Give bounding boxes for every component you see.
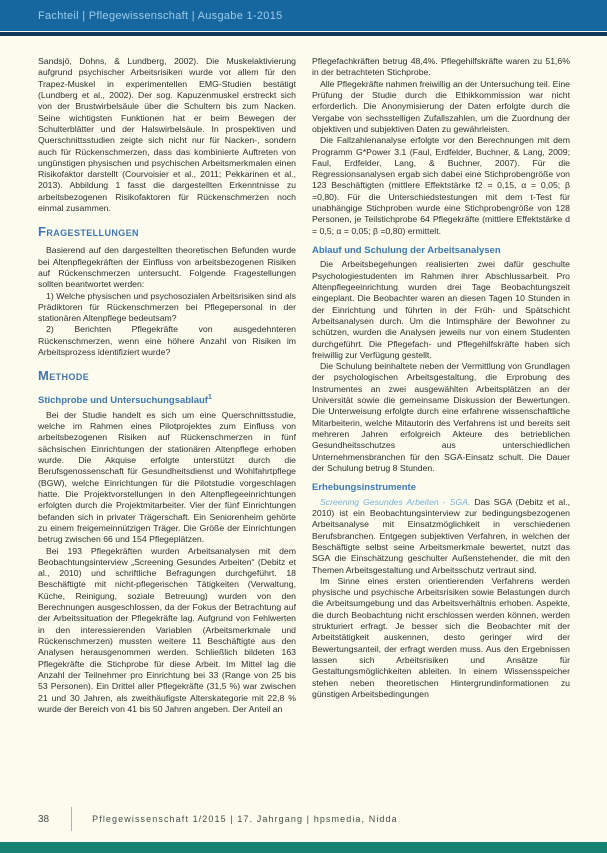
subsection-heading-stichprobe (38, 393, 296, 408)
page-number: 38 (38, 813, 50, 825)
footer-divider (71, 807, 72, 831)
paragraph: Die Fallzahlenanalyse erfolgte vor den Berechnungen mit dem Programm G*Power 3.1 (Faul, Erdfelder, Buchner, & Lang, 2009; Faul, Erdfelder, Lang, & Buchner, 2007). Für die Regressionsanalysen ergab sich dabei eine Stichprobengröße von 123 Beschäftigten (mittlere Effektstärke f2 = 0,15, α = 0,05; β =0,80). Für die Unterschiedstestungen mit dem t-Test für unabhängige Stichproben wurde eine Stichprobengröße von 128 Personen, je Teilstichprobe 64 Pflegekräfte (mittlere Effektstärke d = 0,5; α = 0,05; β =0,80) ermittelt. (312, 135, 570, 236)
paragraph: Bei der Studie handelt es sich um eine Querschnittsstudie, welche im Rahmen eines Pilotprojektes zum Einfluss von arbeitsbezogenen Risiken auf Rückenschmerzen in fünf sächsischen Einrichtungen der stationären Altenpflege erhoben wurde. Die Akquise erfolgte unterstützt durch die Berufsgenossenschaft für Gesundheitsdienst und Wohlfahrtpflege (BGW), welche Einrichtungen für die Pilotstudie vorgeschlagen hatte. Die Projektvorstellungen in den Altenpflegeeinrichtungen erfolgten durch die Projektmitarbeiter. Vier der fünf Einrichtungen befanden sich in privater Trägerschaft. Ein Seniorenheim gehörte zu einem freigemeinnützigen Träger. Die Größe der Einrichtungen betrug zwischen 66 und 154 Pflegeplätzen. (38, 409, 296, 545)
journal-info: Pflegewissenschaft 1/2015 | 17. Jahrgang | hpsmedia, Nidda (92, 814, 398, 824)
header-rule (0, 32, 607, 36)
breadcrumb: Fachteil | Pflegewissenschaft | Ausgabe 1-2015 (38, 9, 283, 22)
subsection-heading-erhebungsinstrumente: Erhebungsinstrumente (312, 482, 416, 494)
paragraph: Sandsjö, Dohns, & Lundberg, 2002). Die Muskelaktivierung aufgrund psychischer Arbeitsrisiken wurde vor allem für den Trapez-Muskel in experimentellen EMG-Studien bestätigt (Lundberg et al., 2002). Der sog. Kapuzenmuskel erstreckt sich von der Brustwirbelsäule über die Schultern bis zum Nacken. Seine wichtigsten Funktionen hat er beim Bewegen der Schulterblätter und der Halswirbelsäule. In prospektiven und Querschnittsstudien zeigte sich nicht nur für Nacken-, sondern auch für Rückenschmerzen, dass das kombinierte Auftreten von ungünstigen physischen und psychischen Arbeitsmerkmalen einen Risikofaktor darstellt (Courvoisier et al., 2011; Pekkarinen et al., 2013). Abbildung 1 fasst die dargestellten Erkenntnisse zu arbeitsbezogenen Risikofaktoren für Rückenschmerzen noch einmal zusammen. (38, 56, 296, 214)
paragraph: Die Arbeitsbegehungen realisierten zwei dafür geschulte Psychologiestudenten im Rahmen ihrer Abschlussarbeit. Pro Altenpflegeeinrichtung wurden drei Tage Beobachtungszeit eingeplant. Die Beobachter waren an diesen Tagen 10 Stunden in der Einrichtung und führten in der Früh- und Spätschicht Arbeitsanalysen durch. Um die Intimsphäre der Bewohner zu schützen, wurden die Analysen jeweils nur von einem Studenten durchgeführt. Die Pflegefach- und Pflegehilfskräfte haben sich freiwillig zur Verfügung gestellt. (312, 259, 570, 360)
right-column (312, 56, 570, 802)
paragraph: Alle Pflegekräfte nahmen freiwillig an der Untersuchung teil. Eine Prüfung der Studie durch die Ethikkommission war nicht erforderlich. Die Anonymisierung der Daten erfolgte durch die Vergabe von sechsstelligen Zufallszahlen, um die Zuordnung der objektiven und subjektiven Daten zu gewährleisten. (312, 78, 570, 134)
section-heading-methode: Methode (38, 368, 90, 384)
paragraph: Die Schulung beinhaltete neben der Vermittlung von Grundlagen der psychologischen Arbeitsgestaltung, die Erprobung des Instrumentes an zwei ausgewählten Arbeitsplätzen an der Universität sowie die gemeinsame Diskussion der Bewertungen. Die Unterweisung erfolgte durch eine erfahrene wissenschaftliche Mitarbeiterin, welche Mitautorin des Verfahrens ist und bereits seit mehreren Jahren erfolgreich Akteure des betrieblichen Gesundheitsschutzes aus unterschiedlichen Unternehmensbranchen für den SGA-Einsatz schult. Die Dauer der Schulung betrug 8 Stunden. (312, 361, 570, 473)
page-header (0, 0, 607, 31)
list-item-question-1: 1) Welche physischen und psychosozialen Arbeitsrisiken sind als Prädiktoren für Rückenschmerzen bei Pflegepersonal in der stationären Altenpflege bedeutsam? (38, 290, 296, 324)
left-column (38, 56, 296, 802)
footnote-marker: 1 (207, 394, 212, 402)
paragraph-text: Das SGA (Debitz et al., 2010) ist ein Beobachtungsinterview zur bedingungsbezogenen Arbeitsanalyse mit Einsatzmöglichkeit in verschiedenen Berufsbranchen. Entgegen subjektiven Verfahren, in welchen der Beschäftigte selbst seine Arbeitsmerkmale bewertet, nutzt das SGA die Einschätzung geschulter Außenstehender, die mit den Themen Arbeitsgestaltung und Arbeitsschutz vertraut sind. (312, 496, 570, 575)
paragraph: Pflegefachkräften betrug 48,4%. Pflegehilfskräfte waren zu 51,6% in der betrachteten Stichprobe. (312, 56, 570, 78)
page-footer (38, 807, 398, 831)
instrument-name-lead: Screening Gesundes Arbeiten - SGA. (320, 496, 471, 507)
paragraph: Basierend auf den dargestellten theoretischen Befunden wurde bei Altenpflegekräften der Einfluss von arbeitsbezogenen Risiken auf Rückenschmerzen untersucht. Folgende Fragestellungen sollten beantwortet werden: (38, 245, 296, 290)
subsection-label: Stichprobe und Untersuchungsablauf (38, 395, 208, 407)
subsection-heading-ablauf: Ablauf und Schulung der Arbeitsanalysen (312, 245, 501, 256)
paragraph: Im Sinne eines ersten orientierenden Verfahrens werden physische und psychische Arbeitsrisiken sowie Belastungen durch die Arbeitsumgebung und das Arbeitsverhältnis erhoben. Aspekte, die durch Beobachtung nicht erschlossen werden können, werden strukturiert erfragt. Je besser sich die Beobachter mit der Arbeitstätigkeit auskennen, desto geringer wird der Bewertungsanteil, der erfragt werden muss. Aus den Ergebnissen lassen sich Arbeitsrisiken und Ansätze für Gestaltungsmöglichkeiten ableiten. In einem Wissensspeicher stehen neben theoretischen Hintergrundinformationen zu günstigen Arbeitsbedingungen (312, 575, 570, 699)
section-heading-fragestellungen: Fragestellungen (38, 224, 139, 240)
bottom-accent-bar (0, 842, 607, 853)
paragraph: Bei 193 Pflegekräften wurden Arbeitsanalysen mit dem Beobachtungsinterview „Screening Gesundes Arbeiten“ (Debitz et al., 2010) und schriftliche Befragungen durchgeführt. 18 Beschäftigte mit nicht-pflegerischen Tätigkeiten (Verwaltung, Küche, Reinigung, soziale Betreuung) wurden von den Berechnungen ausgeschlossen, da der Fokus der Betrachtung auf der Arbeitssituation der Pflegekräfte lag. Aufgrund von Fehlwerten in den interessierenden Variablen (Arbeitsmerkmale und Rückenschmerzen) mussten weitere 11 Beschäftigte aus den Analysen herausgenommen werden. Schließlich bildeten 163 Pflegekräfte die Stichprobe für diese Arbeit. Im Mittel lag die Anzahl der Teilnehmer pro Einrichtung bei 33 (Range von 25 bis 53 Personen). Ein Drittel aller Pflegekräfte (31,5 %) war zwischen 21 und 30 Jahren, als zweithäufigste Alterskategorie mit 22,8 % wurde der Bereich von 41 bis 50 Jahren angeben. Der Anteil an (38, 545, 296, 714)
article-body (38, 56, 570, 802)
paragraph (312, 497, 570, 576)
list-item-question-2: 2) Berichten Pflegekräfte von ausgedehnteren Rückenschmerzen, wenn eine höhere Anzahl von Risiken im Arbeitsprozess identifiziert wurde? (38, 324, 296, 358)
